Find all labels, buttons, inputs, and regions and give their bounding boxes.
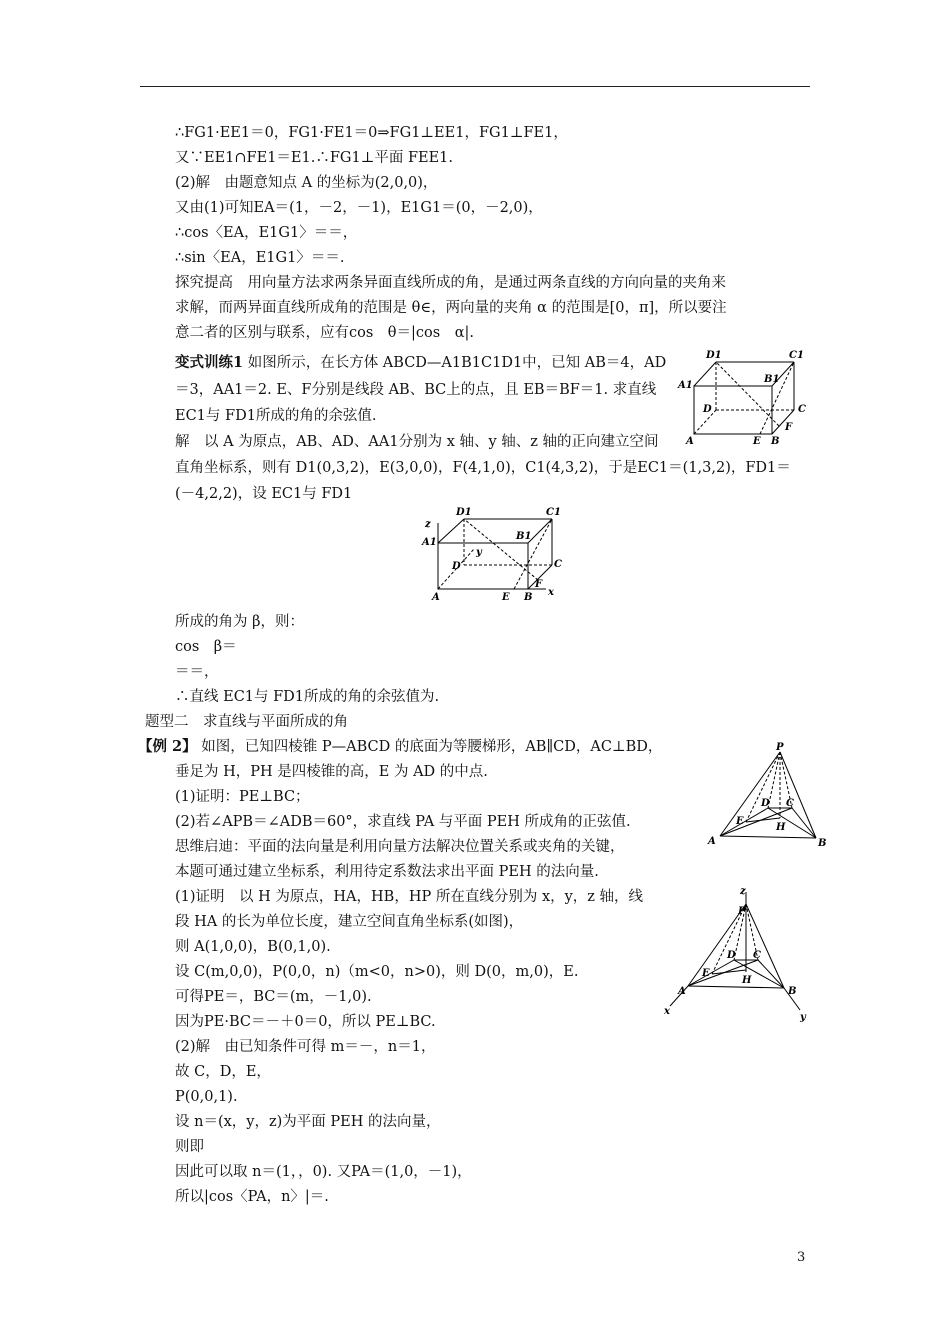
- text-line: 所成的角为 β，则：: [175, 614, 304, 630]
- label-B: B: [788, 986, 797, 997]
- text-line: (－4,2,2)，设 EC1与 FD1: [175, 486, 353, 502]
- text-line: 又∵EE1∩FE1＝E1.∴FG1⊥平面 FEE1.: [175, 150, 454, 166]
- text-line: 意二者的区别与联系，应有cos θ＝|cos α|.: [175, 325, 474, 341]
- cuboid-figure: [676, 348, 812, 448]
- label-C: C: [798, 404, 806, 415]
- text-line: ∴cos〈EA，E1G1〉＝＝，: [175, 225, 358, 241]
- label-D: D: [727, 950, 736, 961]
- text-line: cos β＝: [175, 639, 237, 655]
- text-line: 解 以 A 为原点，AB、AD、AA1分别为 x 轴、y 轴、z 轴的正向建立空间: [175, 434, 659, 450]
- text-line: ∴直线 EC1与 FD1所成的角的余弦值为.: [175, 689, 440, 705]
- text-line: 探究提高 用向量方法求两条异面直线所成的角，是通过两条直线的方向向量的夹角来: [175, 275, 726, 291]
- header-rule: [140, 86, 810, 87]
- pyramid-figure: [704, 740, 832, 852]
- text-line: 所以|cos〈PA，n〉|＝.: [175, 1189, 329, 1205]
- label-A1: A1: [678, 380, 693, 391]
- pyramid-axes-figure: [660, 886, 816, 1022]
- label-P: P: [776, 742, 784, 753]
- text-line: 因为PE·BC＝－＋0＝0，所以 PE⊥BC.: [175, 1014, 436, 1030]
- label-z: z: [425, 519, 431, 530]
- label-E: E: [736, 816, 744, 827]
- label-A1: A1: [422, 537, 437, 548]
- label-B: B: [524, 592, 533, 603]
- label-D1: D1: [706, 350, 722, 361]
- label-B1: B1: [764, 374, 780, 385]
- label-H: H: [742, 975, 752, 986]
- text-line: 设 C(m,0,0)，P(0,0，n)（m<0，n>0)，则 D(0，m,0)，E.: [175, 964, 579, 980]
- label-B: B: [771, 436, 780, 447]
- label-C1: C1: [789, 350, 804, 361]
- text-line: ＝3，AA1＝2. E、F分别是线段 AB、BC上的点，且 EB＝BF＝1. 求直线: [175, 382, 657, 398]
- label-E: E: [753, 436, 761, 447]
- label-x: x: [548, 587, 554, 598]
- text-line: EC1与 FD1所成的角的余弦值.: [175, 408, 377, 424]
- label-C1: C1: [546, 507, 561, 518]
- text-line: (2)若∠APB＝∠ADB＝60°，求直线 PA 与平面 PEH 所成角的正弦值.: [175, 814, 631, 830]
- text-line: 求解，而两异面直线所成角的范围是 θ∈，两向量的夹角 α 的范围是[0，π]，所以要注: [175, 300, 727, 316]
- label-D: D: [703, 404, 712, 415]
- text-line: 垂足为 H，PH 是四棱锥的高，E 为 AD 的中点.: [175, 764, 488, 780]
- text-line: 可得PE＝，BC＝(m，－1,0).: [175, 989, 372, 1005]
- text-line: ∴FG1·EE1＝0，FG1·FE1＝0⇒FG1⊥EE1，FG1⊥FE1，: [175, 125, 568, 141]
- text-span: 如图，已知四棱锥 P—ABCD 的底面为等腰梯形，AB∥CD，AC⊥BD，: [201, 739, 663, 755]
- label-A: A: [708, 836, 716, 847]
- text-line: ∴sin〈EA，E1G1〉＝＝.: [175, 250, 345, 266]
- label-x: x: [664, 1006, 670, 1017]
- text-line: (2)解 由已知条件可得 m＝－，n＝1，: [175, 1039, 436, 1055]
- text-line: P(0,0,1).: [175, 1089, 238, 1105]
- label-y: y: [476, 547, 482, 558]
- label-E: E: [702, 968, 710, 979]
- text-line: 本题可通过建立坐标系，利用待定系数法求出平面 PEH 的法向量.: [175, 864, 599, 880]
- text-line: 思维启迪：平面的法向量是利用向量方法解决位置关系或夹角的关键，: [175, 839, 625, 855]
- text-line: 故 C，D，E，: [175, 1064, 271, 1080]
- label-E: E: [502, 592, 510, 603]
- label-F: F: [535, 579, 543, 590]
- label-D: D: [761, 798, 770, 809]
- example-tag: 【例 2】: [138, 738, 197, 755]
- label-C: C: [753, 950, 761, 961]
- label-y: y: [800, 1012, 806, 1023]
- label-P: P: [738, 906, 746, 917]
- label-F: F: [785, 422, 793, 433]
- text-line: 则即: [175, 1139, 204, 1155]
- text-line: 设 n＝(x，y，z)为平面 PEH 的法向量，: [175, 1114, 441, 1130]
- label-C: C: [554, 559, 562, 570]
- label-D1: D1: [456, 507, 472, 518]
- text-line: (2)解 由题意知点 A 的坐标为(2,0,0)，: [175, 175, 438, 191]
- variant-training-line: [175, 353, 666, 373]
- label-A: A: [678, 986, 686, 997]
- cuboid-axes-figure: [420, 503, 560, 603]
- text-line: 又由(1)可知EA＝(1，－2，－1)，E1G1＝(0，－2,0)，: [175, 200, 543, 216]
- text-line: 段 HA 的长为单位长度，建立空间直角坐标系(如图)，: [175, 914, 524, 930]
- text-span: 如图所示，在长方体 ABCD—A1B1C1D1中，已知 AB＝4，AD: [247, 355, 667, 371]
- text-line: 直角坐标系，则有 D1(0,3,2)，E(3,0,0)，F(4,1,0)，C1(4,3,2)，于是EC1＝(1,3,2)，FD1＝: [175, 460, 791, 476]
- text-line: 因此可以取 n＝(1，，0). 又PA＝(1,0，－1)，: [175, 1164, 472, 1180]
- label-C: C: [786, 798, 794, 809]
- label-z: z: [740, 886, 746, 897]
- section-heading: 题型二 求直线与平面所成的角: [145, 714, 348, 730]
- label-B1: B1: [516, 531, 532, 542]
- label-A: A: [686, 436, 694, 447]
- text-line: 则 A(1,0,0)，B(0,1,0).: [175, 939, 331, 955]
- variant-training-tag: 变式训练1: [175, 354, 244, 371]
- text-line: (1)证明：PE⊥BC；: [175, 789, 310, 805]
- text-line: (1)证明 以 H 为原点，HA，HB，HP 所在直线分别为 x，y，z 轴，线: [175, 889, 644, 905]
- label-H: H: [776, 822, 786, 833]
- text-line: ＝＝，: [175, 664, 219, 680]
- page-number: 3: [797, 1250, 806, 1265]
- label-A: A: [432, 592, 440, 603]
- label-B: B: [818, 838, 827, 849]
- label-D: D: [452, 561, 461, 572]
- example-line: [138, 737, 662, 757]
